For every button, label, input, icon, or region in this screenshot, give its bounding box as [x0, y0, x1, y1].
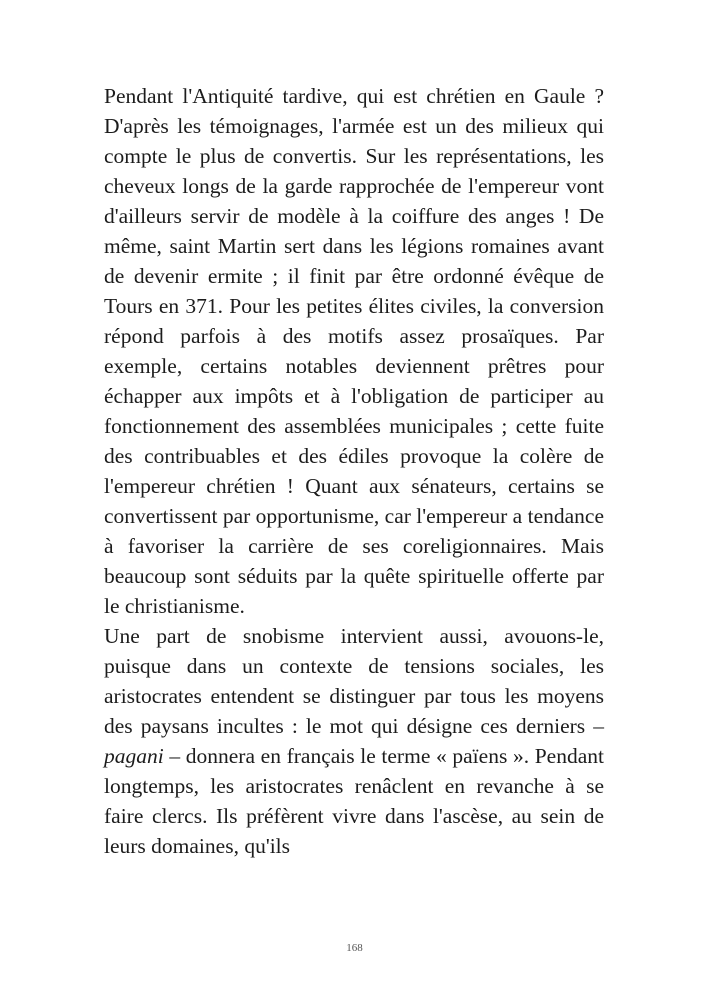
italic-term-pagani: pagani [104, 744, 164, 768]
paragraph-2-text-start: Une part de snobisme intervient aussi, avouons-le, puisque dans un contexte de tensions sociales, les aristocrates entendent se distinguer par tous les moyens des paysans incultes : le mot qui désigne ces derniers – [104, 624, 604, 738]
paragraph-1 [104, 81, 604, 621]
paragraph-2-text-end: – donnera en français le terme « païens ». Pendant longtemps, les aristocrates renâclent en revanche à se faire clercs. Ils préfèrent vivre dans l'ascèse, au sein de leurs domaines, qu'ils [104, 744, 604, 858]
body-text [104, 81, 604, 861]
paragraph-1-text: Pendant l'Antiquité tardive, qui est chrétien en Gaule ? D'après les témoignages, l'armée est un des milieux qui compte le plus de convertis. Sur les représentations, les cheveux longs de la garde rapprochée de l'empereur vont d'ailleurs servir de modèle à la coiffure des anges ! De même, saint Martin sert dans les légions romaines avant de devenir ermite ; il finit par être ordonné évêque de Tours en 371. Pour les petites élites civiles, la conversion répond parfois à des motifs assez prosaïques. Par exemple, certains notables deviennent prêtres pour échapper aux impôts et à l'obligation de participer au fonctionnement des assemblées municipales ; cette fuite des contribuables et des édiles provoque la colère de l'empereur chrétien ! Quant aux sénateurs, certains se convertissent par opportunisme, car l'empereur a tendance à favoriser la carrière de ses coreligionnaires. Mais beaucoup sont séduits par la quête spirituelle offerte par le christianisme. [104, 84, 604, 618]
paragraph-2 [104, 621, 604, 861]
page-number: 168 [346, 942, 363, 954]
